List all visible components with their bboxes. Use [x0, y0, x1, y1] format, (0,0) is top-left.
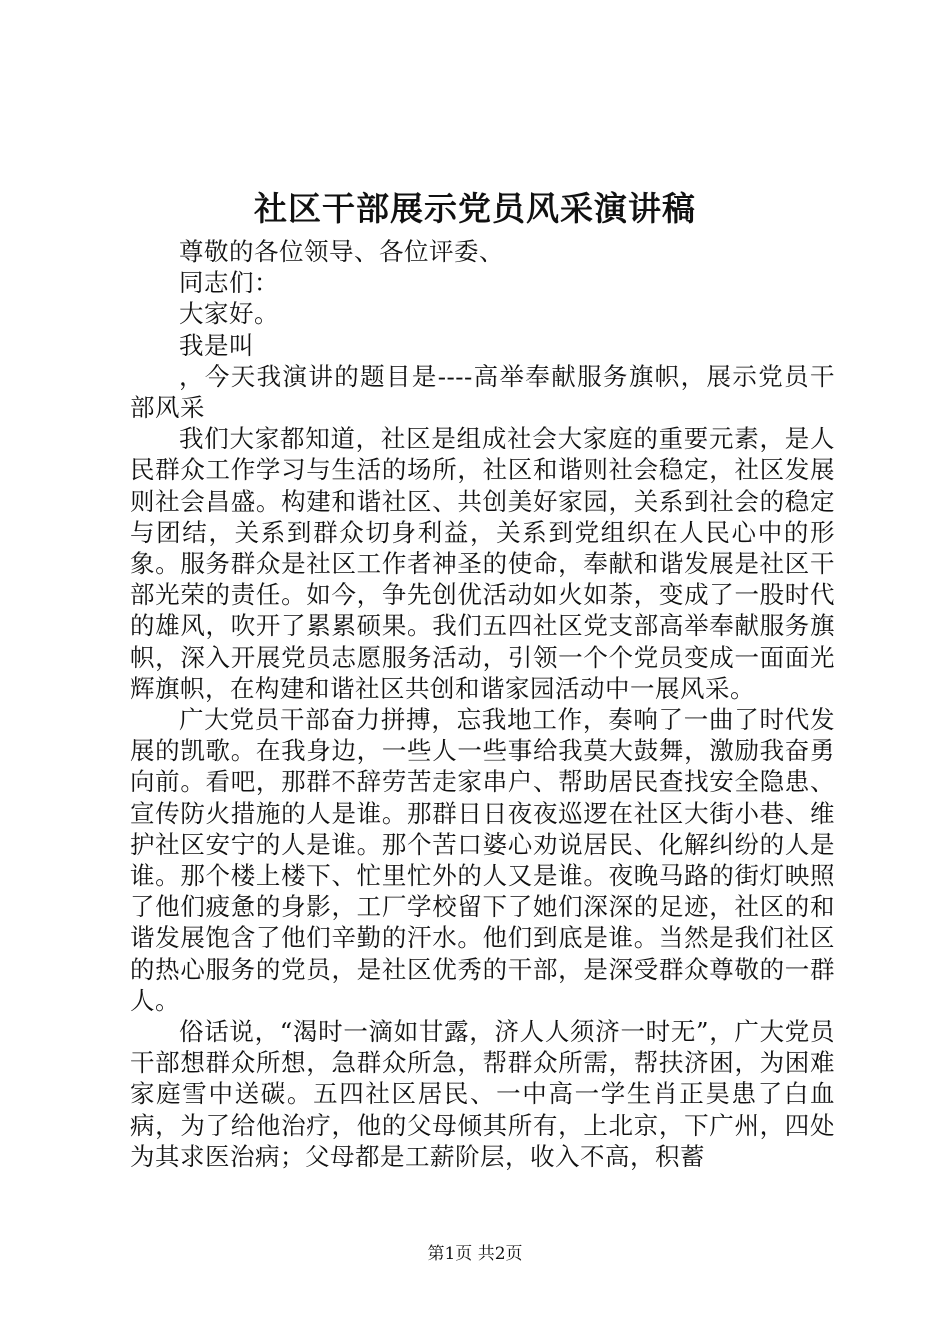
document-title: 社区干部展示党员风采演讲稿: [254, 189, 696, 228]
paragraph-body: 我们大家都知道，社区是组成社会大家庭的重要元素，是人民群众工作学习与生活的场所，社区和谐则社会稳定，社区发展则社会昌盛。构建和谐社区、共创美好家园，关系到社会的稳定与团结，关系到群众切身利益，关系到党组织在人民心中的形象。服务群众是社区工作者神圣的使命，奉献和谐发展是社区干部光荣的责任。如今，争先创优活动如火如荼，变成了一股时代的雄风，吹开了累累硕果。我们五四社区党支部高举奉献服务旗帜，深入开展党员志愿服务活动，引领一个个党员变成一面面光辉旗帜，在构建和谐社区共创和谐家园活动中一展风采。: [130, 424, 835, 703]
paragraph-salutation: 尊敬的各位领导、各位评委、: [179, 237, 504, 266]
paragraph-body: 广大党员干部奋力拼搏，忘我地工作，奏响了一曲了时代发展的凯歌。在我身边，一些人一些事给我莫大鼓舞，激励我奋勇向前。看吧，那群不辞劳苦走家串户、帮助居民查找安全隐患、宣传防火措施的人是谁。那群日日夜夜巡逻在社区大街小巷、维护社区安宁的人是谁。那个苦口婆心劝说居民、化解纠纷的人是谁。那个楼上楼下、忙里忙外的人又是谁。夜晚马路的街灯映照了他们疲惫的身影，工厂学校留下了她们深深的足迹，社区的和谐发展饱含了他们辛勤的汗水。他们到底是谁。当然是我们社区的热心服务的党员，是社区优秀的干部，是深受群众尊敬的一群人。: [130, 705, 835, 1015]
document-body: [130, 236, 835, 1172]
paragraph-body: 俗话说，“渴时一滴如甘露，济人人须济一时无”，广大党员干部想群众所想，急群众所急，帮群众所需，帮扶济困，为困难家庭雪中送碳。五四社区居民、一中高一学生肖正昊患了白血病，为了给他治疗，他的父母倾其所有，上北京，下广州，四处为其求医治病；父母都是工薪阶层，收入不高，积蓄: [130, 1017, 835, 1171]
paragraph-greeting: 大家好。: [179, 299, 279, 329]
paragraph-topic: ，今天我演讲的题目是----高举奉献服务旗帜，展示党员干部风采: [130, 361, 835, 423]
paragraph-name: 我是叫: [179, 330, 254, 360]
page-number: 第1页 共2页: [427, 1244, 523, 1264]
paragraph-comrades: 同志们：: [179, 268, 279, 298]
